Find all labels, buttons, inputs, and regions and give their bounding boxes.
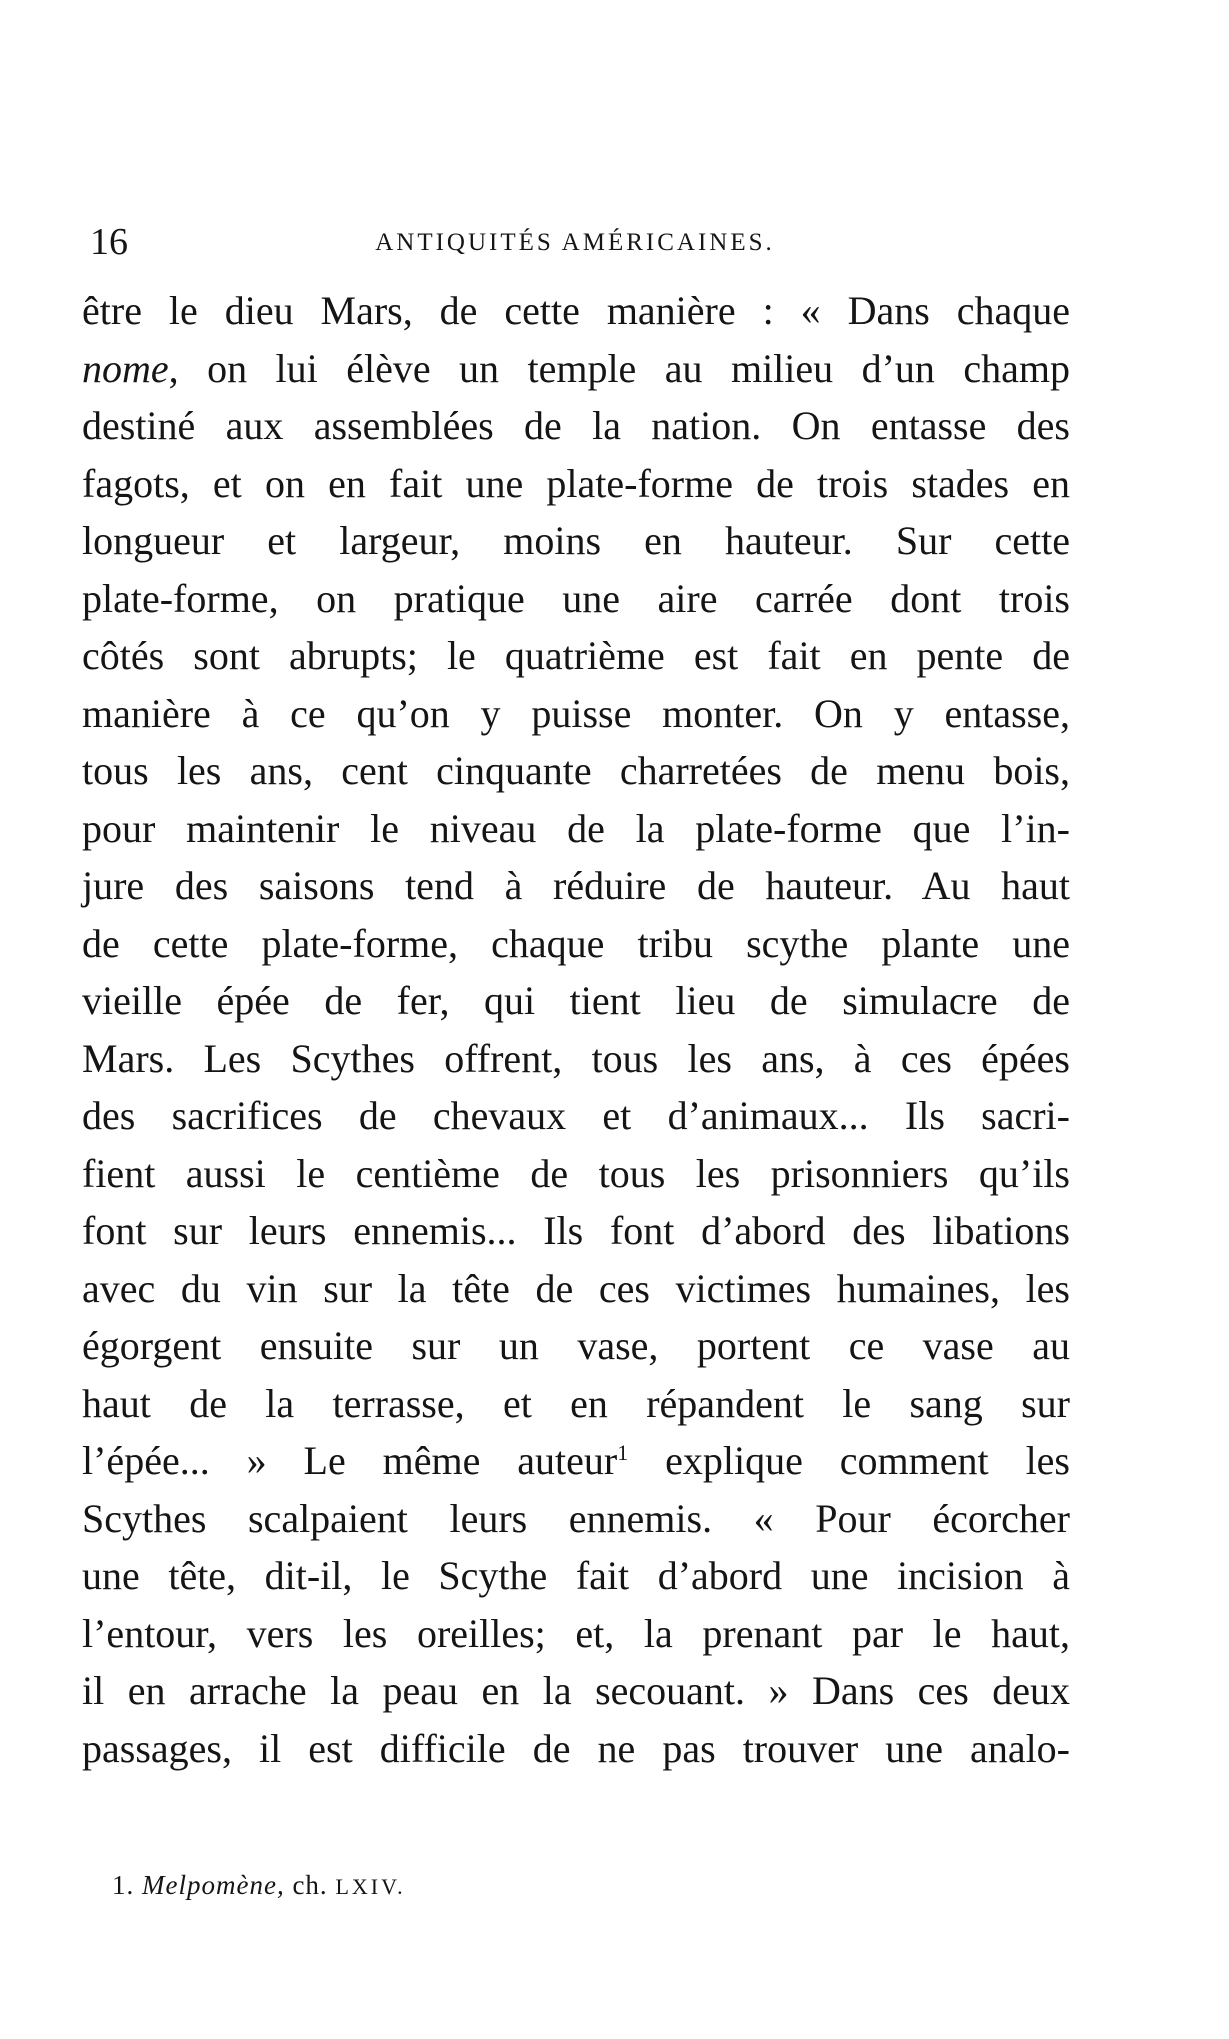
text-segment: explique comment les xyxy=(628,1438,1071,1483)
text-line: il en arrache la peau en la secouant. » Dans ces deux xyxy=(82,1668,1070,1713)
text-line: haut de la terrasse, et en répandent le sang sur xyxy=(82,1380,1070,1426)
text-line: être le dieu Mars, de cette manière : « Dans chaque xyxy=(82,288,1070,333)
footnote-chapter-label: ch. xyxy=(292,1870,328,1900)
page-number: 16 xyxy=(90,221,128,263)
text-line: plate-forme, on pratique une aire carrée dont trois xyxy=(82,575,1070,621)
text-line: de cette plate-forme, chaque tribu scythe plante une xyxy=(82,920,1070,966)
text-line: destiné aux assemblées de la nation. On entasse des xyxy=(82,403,1070,448)
text-line: font sur leurs ennemis... Ils font d’abord des libations xyxy=(82,1208,1070,1253)
text-line xyxy=(82,340,1070,398)
text-segment: l’épée... » Le même auteur xyxy=(82,1438,618,1483)
text-line: une tête, dit-il, le Scythe fait d’abord une incision à xyxy=(82,1553,1070,1598)
text-line: fagots, et on en fait une plate-forme de trois stades en xyxy=(82,460,1070,506)
text-line: passages, il est difficile de ne pas trouver une analo- xyxy=(82,1725,1070,1771)
footnote-reference: 1 xyxy=(617,1440,629,1465)
text-line: vieille épée de fer, qui tient lieu de simulacre de xyxy=(82,978,1070,1023)
text-line: Mars. Les Scythes offrent, tous les ans, à ces épées xyxy=(82,1035,1070,1081)
text-line: manière à ce qu’on y puisse monter. On y entasse, xyxy=(82,690,1070,736)
footnote-number: 1. xyxy=(112,1870,135,1900)
text-line: égorgent ensuite sur un vase, portent ce vase au xyxy=(82,1323,1070,1368)
running-head xyxy=(80,222,1070,262)
running-title: ANTIQUITÉS AMÉRICAINES. xyxy=(375,229,775,256)
text-line: tous les ans, cent cinquante charretées de menu bois, xyxy=(82,748,1070,793)
body-text xyxy=(82,282,1070,1777)
text-line: des sacrifices de chevaux et d’animaux... Ils sacri- xyxy=(82,1093,1070,1138)
footnote-work-title: Melpomène, xyxy=(142,1870,285,1900)
footnote-chapter-numeral: LXIV. xyxy=(335,1874,406,1899)
text-line: pour maintenir le niveau de la plate-forme que l’in- xyxy=(82,805,1070,851)
text-line: Scythes scalpaient leurs ennemis. « Pour écorcher xyxy=(82,1495,1070,1541)
text-line xyxy=(82,1432,1070,1490)
text-line: côtés sont abrupts; le quatrième est fait en pente de xyxy=(82,633,1070,678)
footnote xyxy=(112,1868,406,1904)
text-line: avec du vin sur la tête de ces victimes humaines, les xyxy=(82,1265,1070,1311)
text-segment: , on lui élève un temple au milieu d’un champ xyxy=(168,345,1070,391)
text-line: longueur et largeur, moins en hauteur. Sur cette xyxy=(82,518,1070,563)
italic-word: nome xyxy=(82,345,169,391)
text-line: fient aussi le centième de tous les prisonniers qu’ils xyxy=(82,1150,1070,1196)
text-line: jure des saisons tend à réduire de hauteur. Au haut xyxy=(82,863,1070,908)
text-line: l’entour, vers les oreilles; et, la prenant par le haut, xyxy=(82,1610,1070,1656)
